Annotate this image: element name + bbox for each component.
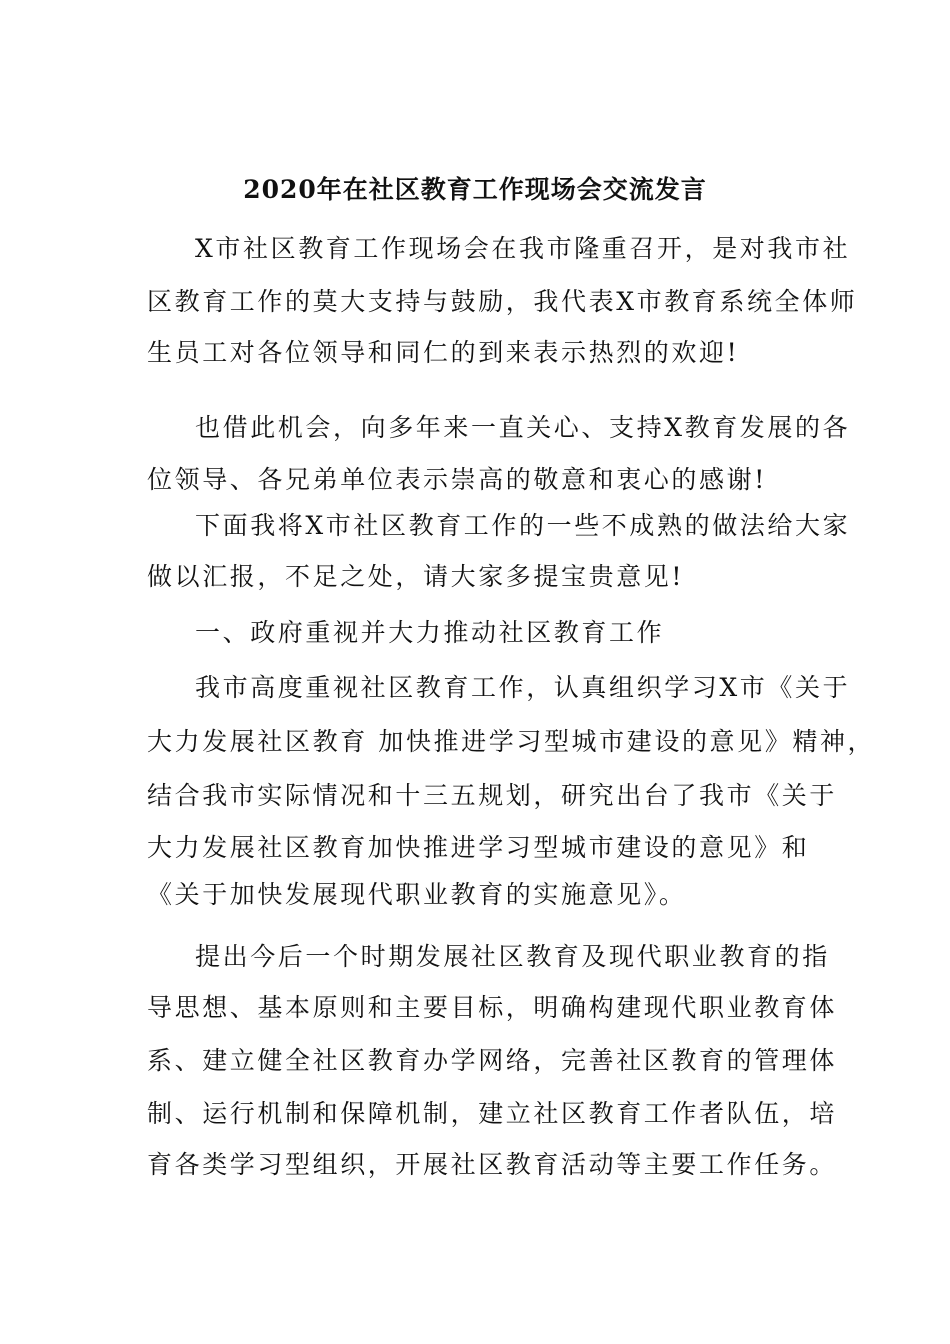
- paragraph-line: 大力发展社区教育加快推进学习型城市建设的意见》和: [147, 833, 810, 862]
- document-title: 2020年在社区教育工作现场会交流发言: [243, 175, 707, 204]
- paragraph-line: 大力发展社区教育 加快推进学习型城市建设的意见》精神，: [147, 727, 876, 756]
- paragraph-line: 提出今后一个时期发展社区教育及现代职业教育的指: [195, 942, 830, 971]
- paragraph-line: 也借此机会，向多年来一直关心、支持X教育发展的各: [195, 413, 851, 442]
- paragraph-line: X市社区教育工作现场会在我市隆重召开，是对我市社: [195, 234, 851, 263]
- paragraph-line: 做以汇报，不足之处，请大家多提宝贵意见!: [147, 562, 685, 591]
- paragraph-line: 区教育工作的莫大支持与鼓励，我代表X市教育系统全体师: [147, 287, 858, 316]
- paragraph-line: 位领导、各兄弟单位表示崇高的敬意和衷心的感谢!: [147, 465, 767, 494]
- paragraph-line: 育各类学习型组织，开展社区教育活动等主要工作任务。: [147, 1150, 838, 1179]
- paragraph-line: 我市高度重视社区教育工作，认真组织学习X市《关于: [195, 673, 851, 702]
- section-heading: 一、政府重视并大力推动社区教育工作: [195, 618, 665, 647]
- paragraph-line: 结合我市实际情况和十三五规划，研究出台了我市《关于: [147, 781, 838, 810]
- paragraph-line: 制、运行机制和保障机制，建立社区教育工作者队伍，培: [147, 1099, 838, 1128]
- paragraph-line: 下面我将X市社区教育工作的一些不成熟的做法给大家: [195, 511, 851, 540]
- paragraph-line: 系、建立健全社区教育办学网络，完善社区教育的管理体: [147, 1046, 838, 1075]
- paragraph-line: 《关于加快发展现代职业教育的实施意见》。: [147, 880, 687, 909]
- paragraph-line: 导思想、基本原则和主要目标，明确构建现代职业教育体: [147, 993, 838, 1022]
- paragraph-line: 生员工对各位领导和同仁的到来表示热烈的欢迎!: [147, 338, 740, 367]
